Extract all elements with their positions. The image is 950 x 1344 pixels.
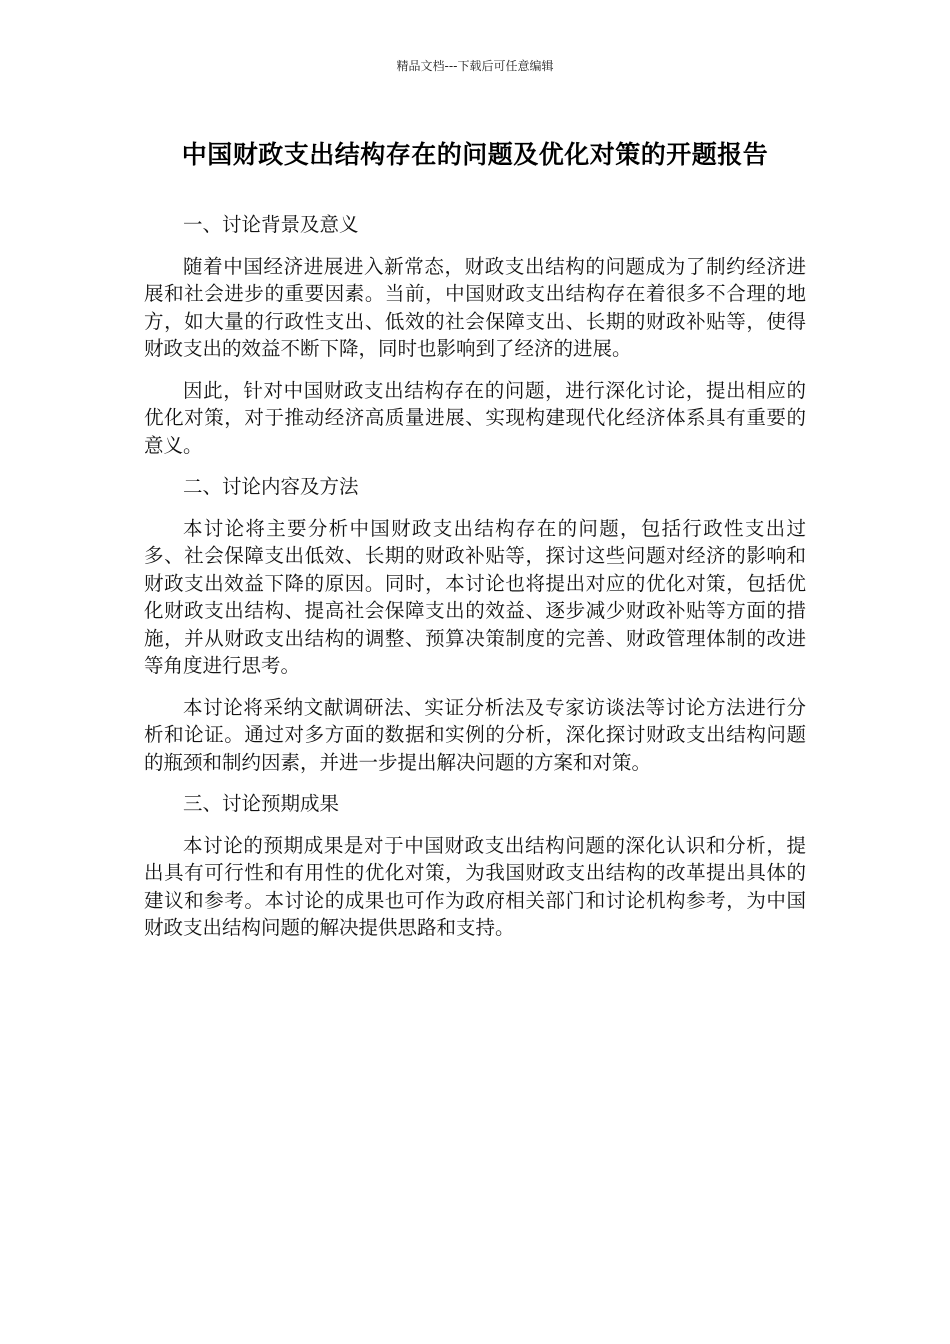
header-note: 精品文档---下载后可任意编辑 (396, 59, 554, 73)
section-heading-content-method: 二、讨论内容及方法 (183, 475, 359, 498)
section-heading-expected-results: 三、讨论预期成果 (183, 792, 340, 815)
paragraph-content-1: 本讨论将主要分析中国财政支出结构存在的问题，包括行政性支出过多、社会保障支出低效、长期的财政补贴等，探讨这些问题对经济的影响和财政支出效益下降的原因。同时，本讨论也将提出对应的优化对策，包括优化财政支出结构、提高社会保障支出的效益、逐步减少财政补贴等方面的措施，并从财政支出结构的调整、预算决策制度的完善、财政管理体制的改进等角度进行思考。 (144, 516, 806, 677)
document-title: 中国财政支出结构存在的问题及优化对策的开题报告 (181, 140, 769, 169)
document-body (144, 211, 806, 956)
paragraph-results-1: 本讨论的预期成果是对于中国财政支出结构问题的深化认识和分析，提出具有可行性和有用性的优化对策，为我国财政支出结构的改革提出具体的建议和参考。本讨论的成果也可作为政府相关部门和讨论机构参考，为中国财政支出结构问题的解决提供思路和支持。 (144, 833, 806, 939)
section-heading-background: 一、讨论背景及意义 (183, 213, 359, 236)
paragraph-background-1: 随着中国经济进展进入新常态，财政支出结构的问题成为了制约经济进展和社会进步的重要因素。当前，中国财政支出结构存在着很多不合理的地方，如大量的行政性支出、低效的社会保障支出、长期的财政补贴等，使得财政支出的效益不断下降，同时也影响到了经济的进展。 (144, 254, 806, 360)
paragraph-content-2: 本讨论将采纳文献调研法、实证分析法及专家访谈法等讨论方法进行分析和论证。通过对多方面的数据和实例的分析，深化探讨财政支出结构问题的瓶颈和制约因素，并进一步提出解决问题的方案和对策。 (144, 695, 806, 774)
paragraph-background-2: 因此，针对中国财政支出结构存在的问题，进行深化讨论，提出相应的优化对策，对于推动经济高质量进展、实现构建现代化经济体系具有重要的意义。 (144, 378, 806, 457)
